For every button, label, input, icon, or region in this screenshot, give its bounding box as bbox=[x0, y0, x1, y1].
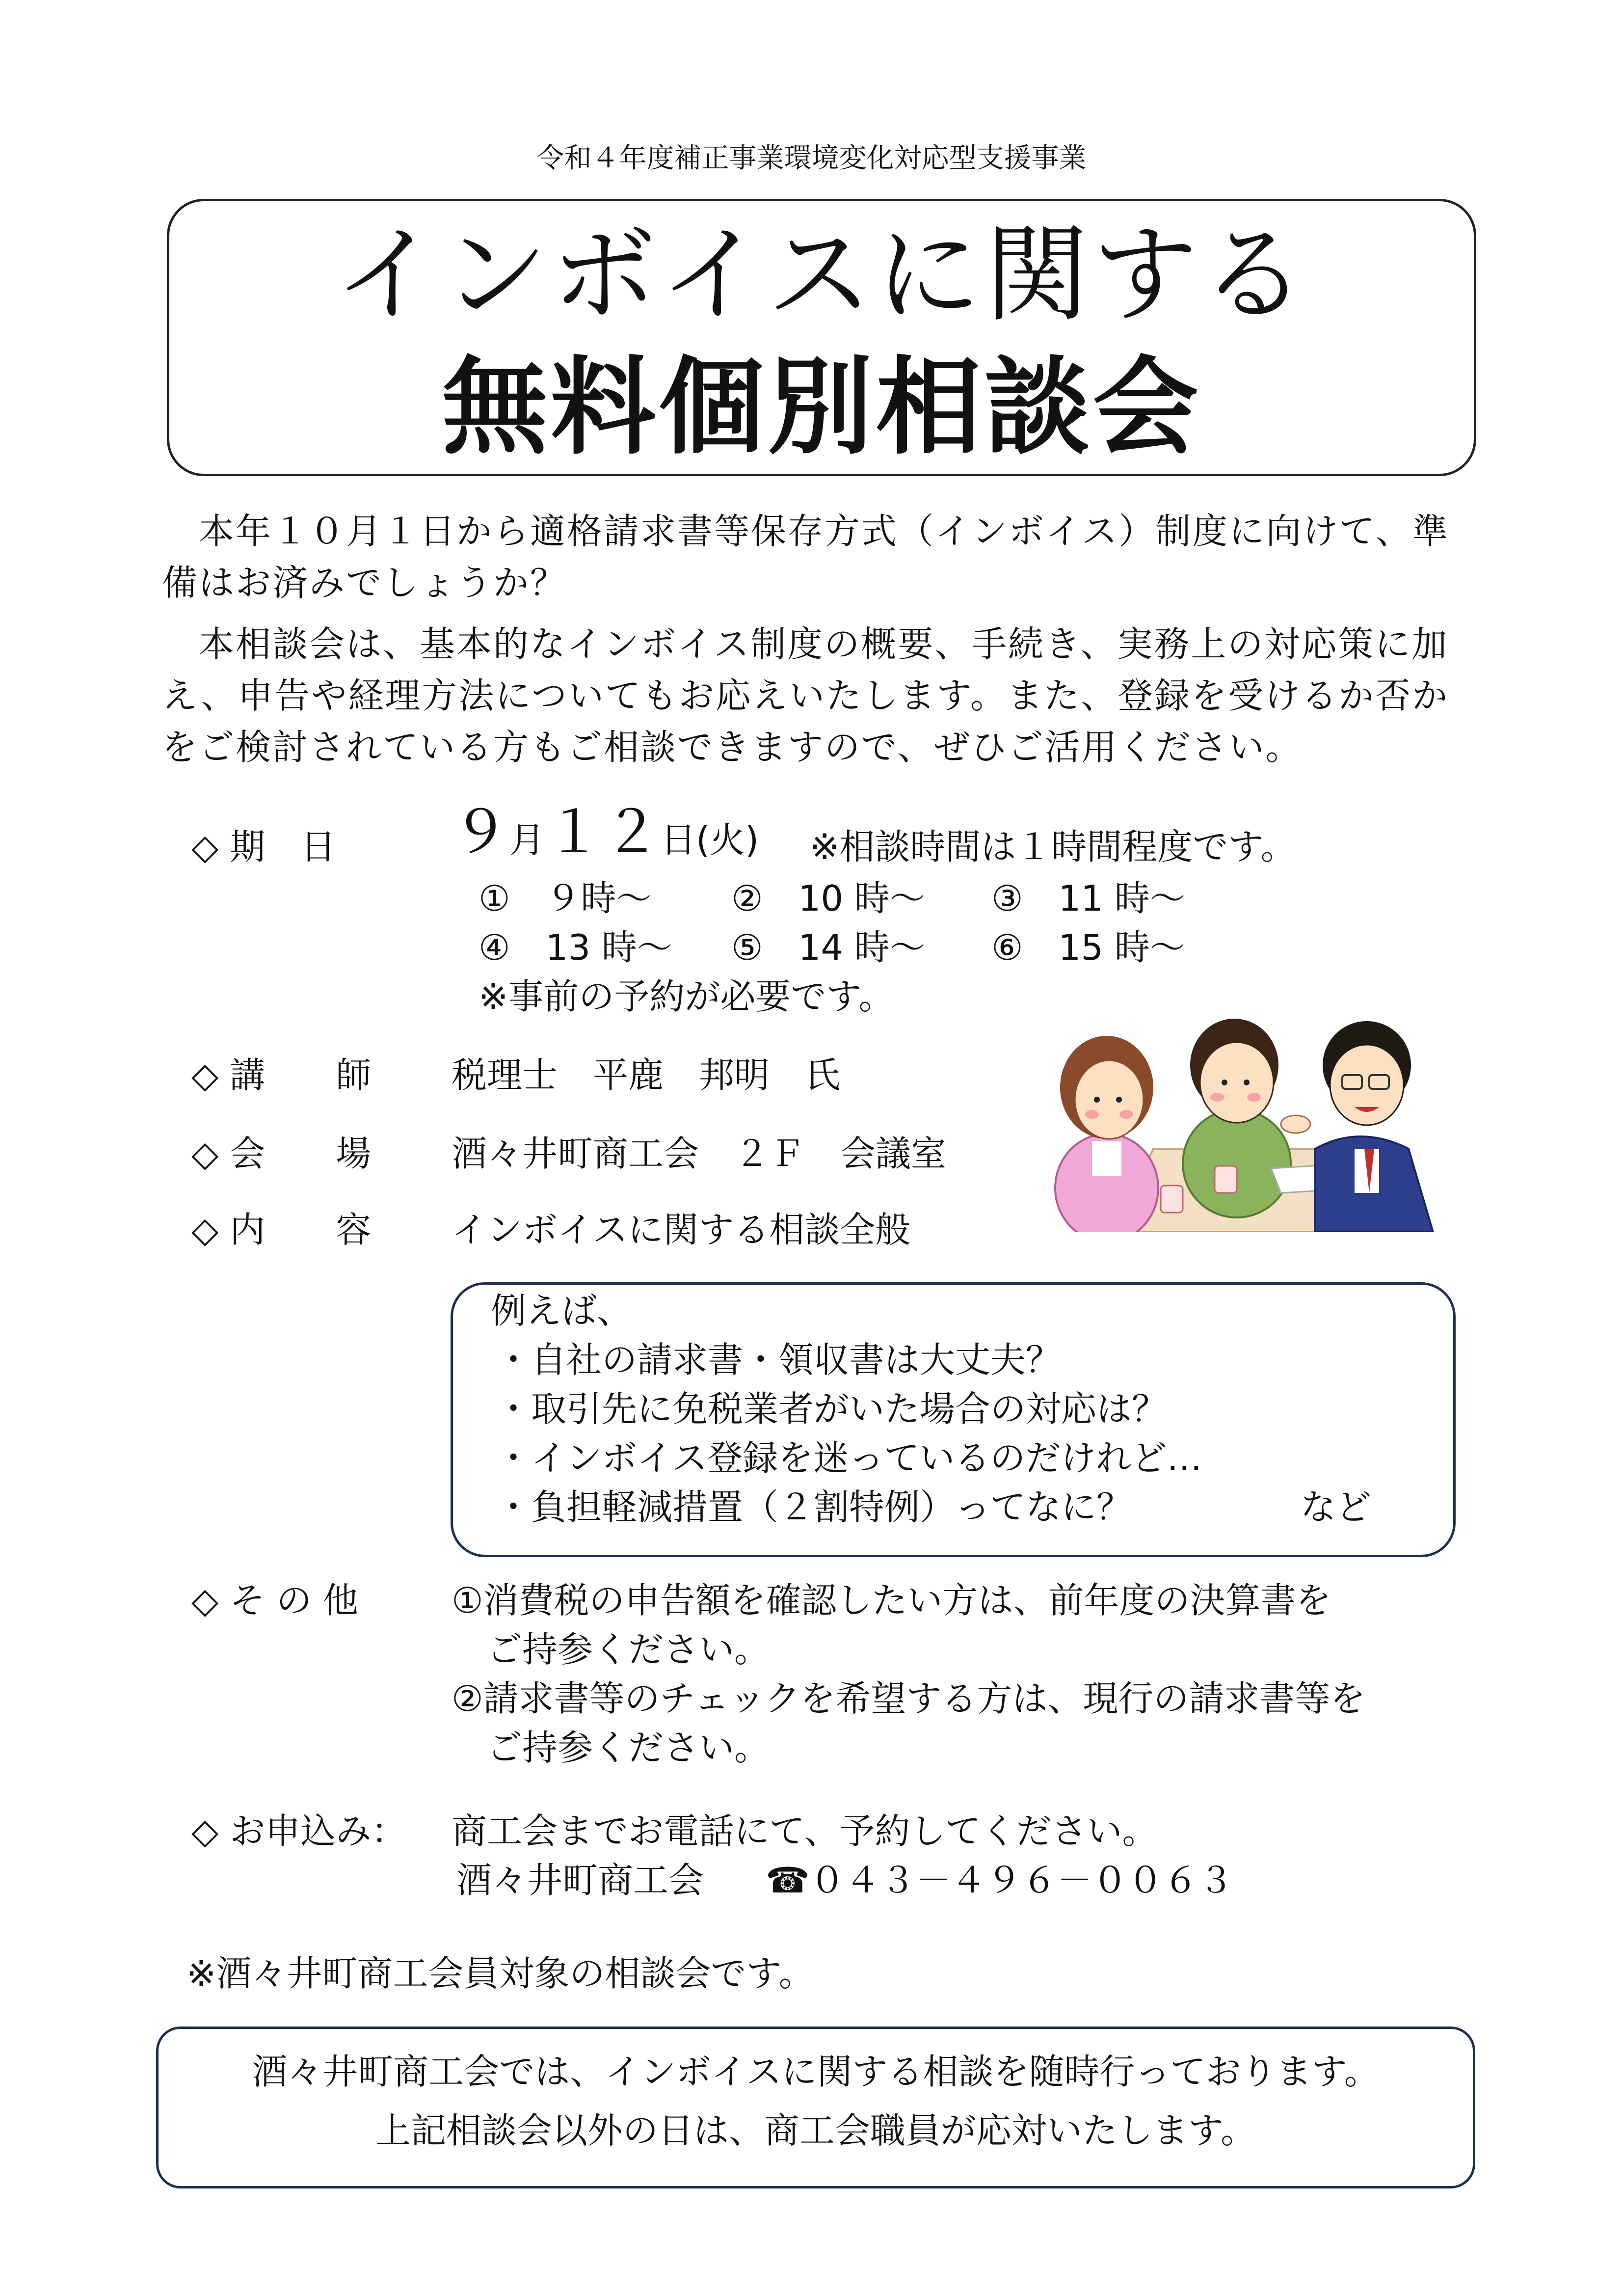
reservation-note: ※事前の予約が必要です。 bbox=[479, 976, 894, 1017]
page-title-line1: インボイスに関する bbox=[334, 213, 1309, 336]
phone-number[interactable]: ０４３－４９６－００６３ bbox=[809, 1860, 1234, 1901]
example-item: ・自社の請求書・領収書は大丈夫？ bbox=[496, 1339, 1062, 1380]
consultation-illustration bbox=[1040, 1001, 1443, 1232]
phone-icon: ☎ bbox=[766, 1860, 810, 1901]
event-date bbox=[452, 798, 759, 866]
member-note: ※酒々井町商工会員対象の相談会です。 bbox=[186, 1953, 814, 1994]
cup-icon bbox=[1161, 1186, 1183, 1213]
example-item: ・取引先に免税業者がいた場合の対応は？ bbox=[496, 1388, 1168, 1430]
date-month: ９ bbox=[452, 798, 510, 866]
organization-name: 酒々井町商工会 bbox=[456, 1860, 704, 1901]
other-label: ◇ そ の 他 bbox=[191, 1580, 359, 1621]
other-item: ②請求書等のチェックを希望する方は、現行の請求書等を bbox=[452, 1678, 1366, 1719]
example-item: ・インボイス登録を迷っているのだけれど… bbox=[496, 1437, 1202, 1479]
date-month-unit: 月 bbox=[509, 819, 545, 861]
date-day-unit: 日(火) bbox=[661, 819, 759, 861]
date-day: １２ bbox=[545, 798, 661, 866]
intro-line: 本相談会は、基本的なインボイス制度の概要、手続き、実務上の対応策に加 bbox=[162, 623, 1449, 665]
venue-name: 酒々井町商工会 ２Ｆ 会議室 bbox=[452, 1133, 947, 1174]
program-subtitle: 令和４年度補正事業環境変化対応型支援事業 bbox=[536, 142, 1087, 174]
application-label: ◇ お申込み： bbox=[191, 1810, 407, 1852]
time-slot: ⑤ 14 時～ bbox=[731, 927, 926, 968]
application-instructions: 商工会までお電話にて、予約してください。 bbox=[452, 1810, 1158, 1852]
date-label: ◇ 期 日 bbox=[191, 826, 336, 867]
time-slot: ② 10 時～ bbox=[731, 878, 926, 919]
intro-line: をご検討されている方もご相談できますので、ぜひご活用ください。 bbox=[162, 727, 1303, 768]
intro-line: 本年１０月１日から適格請求書等保存方式（インボイス）制度に向けて、準 bbox=[162, 511, 1449, 552]
content-value: インボイスに関する相談全般 bbox=[452, 1209, 911, 1250]
example-item: ・負担軽減措置（２割特例）ってなに？ bbox=[496, 1486, 1132, 1528]
examples-intro: 例えば、 bbox=[491, 1290, 633, 1331]
content-label: ◇ 内 容 bbox=[191, 1209, 372, 1250]
time-slot: ④ 13 時～ bbox=[479, 927, 673, 968]
time-slot: ③ 11 時～ bbox=[991, 878, 1186, 919]
intro-line: 備はお済みでしょうか？ bbox=[162, 562, 567, 603]
other-item: ①消費税の申告額を確認したい方は、前年度の決算書を bbox=[452, 1580, 1331, 1621]
lecturer-name: 税理士 平鹿 邦明 氏 bbox=[452, 1054, 841, 1096]
footer-line: 酒々井町商工会では、インボイスに関する相談を随時行っております。 bbox=[252, 2051, 1380, 2092]
duration-note: ※相談時間は１時間程度です。 bbox=[810, 826, 1296, 867]
intro-line: え、申告や経理方法についてもお応えいたします。また、登録を受けるか否か bbox=[162, 675, 1449, 716]
phone-contact bbox=[766, 1856, 1234, 1905]
footer-line: 上記相談会以外の日は、商工会職員が応対いたします。 bbox=[375, 2110, 1256, 2151]
other-item: ご持参ください。 bbox=[452, 1727, 770, 1768]
venue-label: ◇ 会 場 bbox=[191, 1133, 372, 1174]
time-slot: ⑥ 15 時～ bbox=[991, 927, 1186, 968]
examples-suffix: など bbox=[1301, 1486, 1372, 1528]
lecturer-label: ◇ 講 師 bbox=[191, 1054, 372, 1096]
cup-icon bbox=[1215, 1166, 1237, 1193]
page-title-line2: 無料個別相談会 bbox=[442, 346, 1201, 469]
man-figure bbox=[1183, 1109, 1291, 1217]
time-slot: ① ９時～ bbox=[479, 878, 652, 919]
other-item: ご持参ください。 bbox=[452, 1629, 770, 1670]
